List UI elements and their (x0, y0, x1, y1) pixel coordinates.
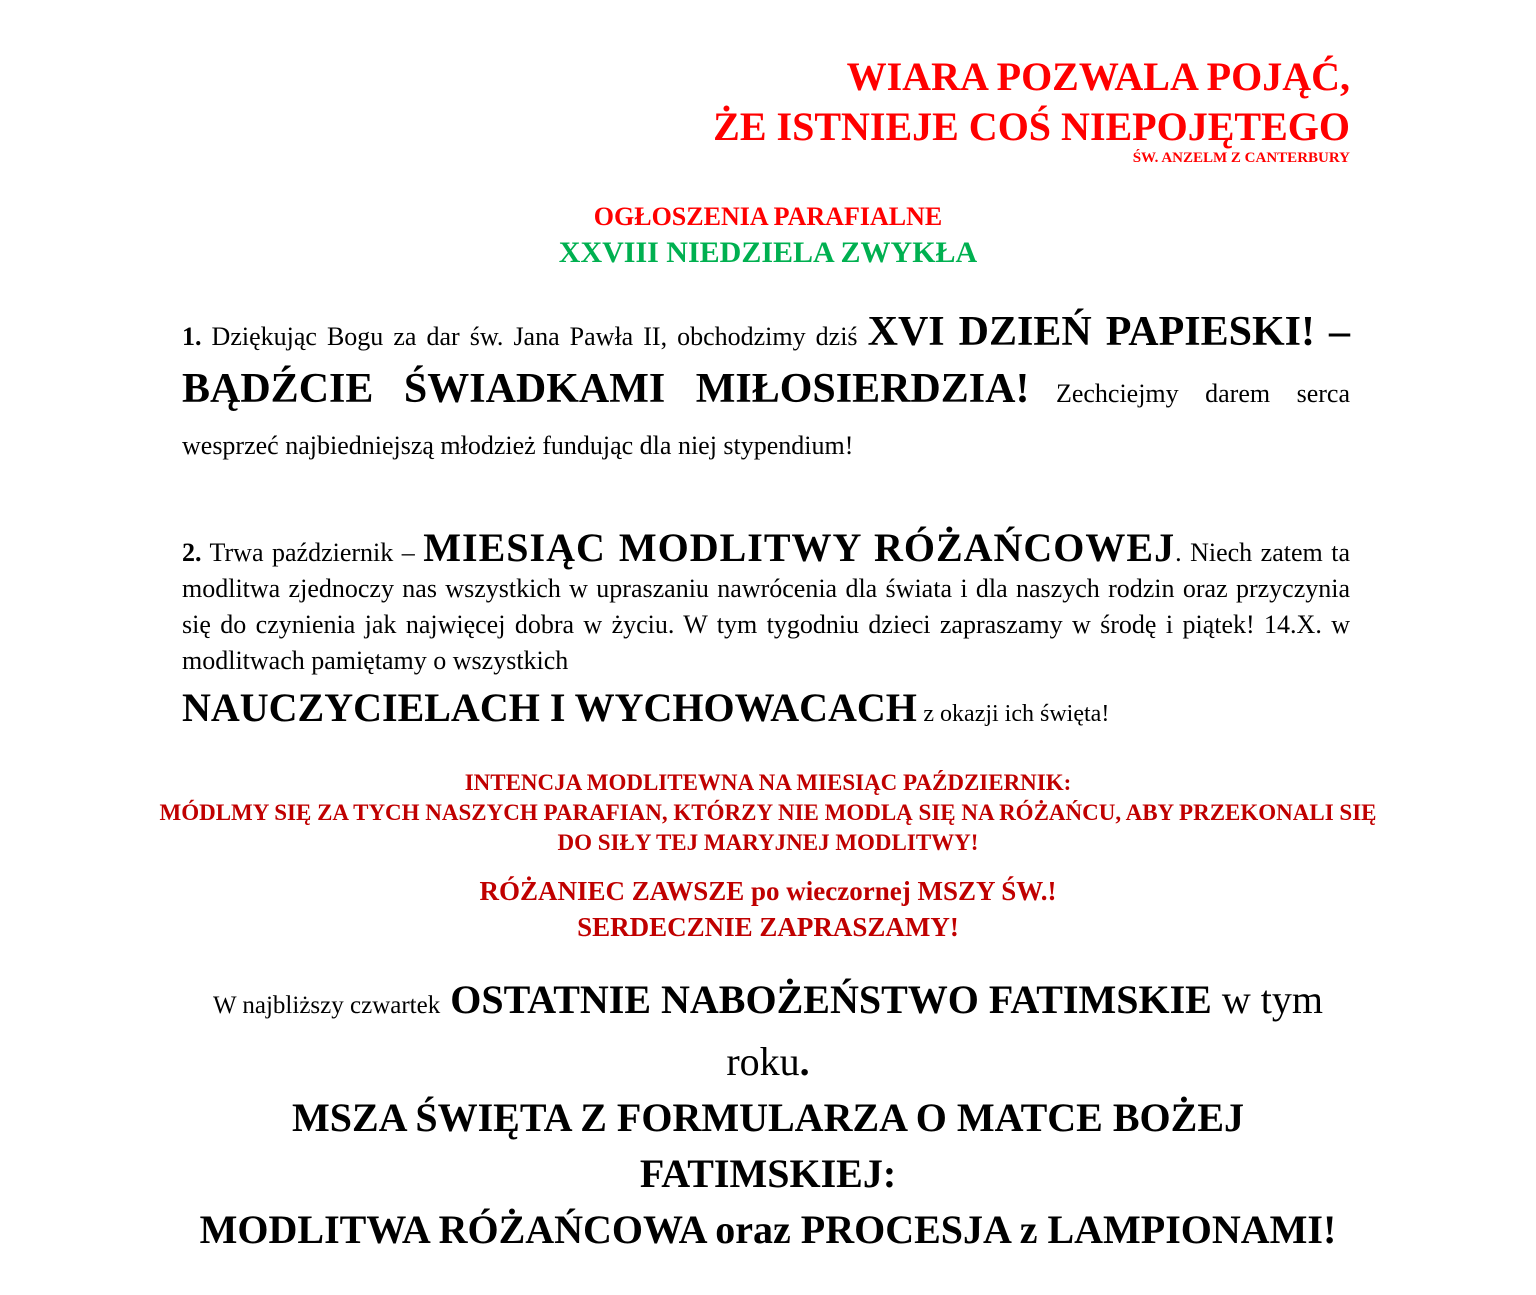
announcement-item-2 (182, 525, 1351, 741)
item-number: 1. (182, 322, 202, 351)
fatima-mass: MSZA ŚWIĘTA Z FORMULARZA O MATCE BOŻEJ FATIMSKIEJ: (292, 1095, 1244, 1196)
fatima-year-note: w tym roku (726, 977, 1323, 1084)
rosary-invitation: SERDECZNIE ZAPRASZAMY! (577, 912, 959, 942)
fatima-service (180, 972, 1356, 1258)
page-title: OGŁOSZENIA PARAFIALNE (593, 202, 943, 231)
item-text: z okazji ich święta! (923, 701, 1110, 727)
epigraph-line-2: ŻE ISTNIEJE COŚ NIEPOJĘTEGO (713, 104, 1350, 149)
announcement-item-1 (182, 306, 1350, 472)
teachers-highlight: NAUCZYCIELACH I WYCHOWACACH (182, 685, 917, 730)
fatima-title: OSTATNIE NABOŻEŃSTWO FATIMSKIE (450, 977, 1212, 1022)
item-text: . Niech zatem ta modlitwa zjednoczy nas wszystkich w upraszaniu nawrócenia dla świata i dla naszych rodzin oraz przyczynia się do czynienia jak najwięcej dobra w życiu. W tym tygodniu dzieci zapraszamy w środę i piątek! 14.X. w modlitwach pamiętamy o wszystkich (182, 538, 1351, 675)
teachers-line (182, 681, 1350, 741)
sunday-title: XXVIII NIEDZIELA ZWYKŁA (558, 236, 978, 269)
fatima-period: . (799, 1039, 810, 1084)
item-text: Zechciejmy darem serca wesprzeć najbiedniejszą młodzież fundując dla niej stypendium! (182, 379, 1350, 460)
fatima-intro: W najbliższy czwartek (213, 992, 441, 1019)
fatima-program: MODLITWA RÓŻAŃCOWA oraz PROCESJA z LAMPIONAMI! (199, 1207, 1337, 1252)
epigraph-attribution: ŚW. ANZELM Z CANTERBURY (1132, 150, 1350, 166)
fatima-announcement (180, 972, 1356, 1090)
rosary-schedule: RÓŻANIEC ZAWSZE po wieczornej MSZY ŚW.! (479, 876, 1057, 906)
papal-day-highlight: XVI DZIEŃ PAPIESKI! – BĄDŹCIE ŚWIADKAMI MIŁOSIERDZIA! (182, 309, 1351, 412)
epigraph-line-1: WIARA POZWALA POJĄĆ, (846, 54, 1350, 99)
intention-text: MÓDLMY SIĘ ZA TYCH NASZYCH PARAFIAN, KTÓRZY NIE MODLĄ SIĘ NA RÓŻAŃCU, ABY PRZEKONALI SIĘ DO SIŁY TEJ MARYJNEJ MODLITWY! (159, 800, 1377, 855)
rosary-notice (0, 873, 1536, 945)
item-text: Dziękując Bogu za dar św. Jana Pawła II, obchodzimy dziś (211, 322, 858, 351)
prayer-intention (150, 768, 1386, 858)
rosary-month-highlight: MIESIĄC MODLITWY RÓŻAŃCOWEJ (423, 525, 1176, 570)
item-number: 2. (182, 538, 202, 567)
item-text: Trwa październik – (209, 538, 415, 567)
epigraph (713, 52, 1350, 167)
announcements-heading (0, 200, 1536, 272)
intention-heading: INTENCJA MODLITEWNA NA MIESIĄC PAŹDZIERNIK: (464, 770, 1072, 795)
